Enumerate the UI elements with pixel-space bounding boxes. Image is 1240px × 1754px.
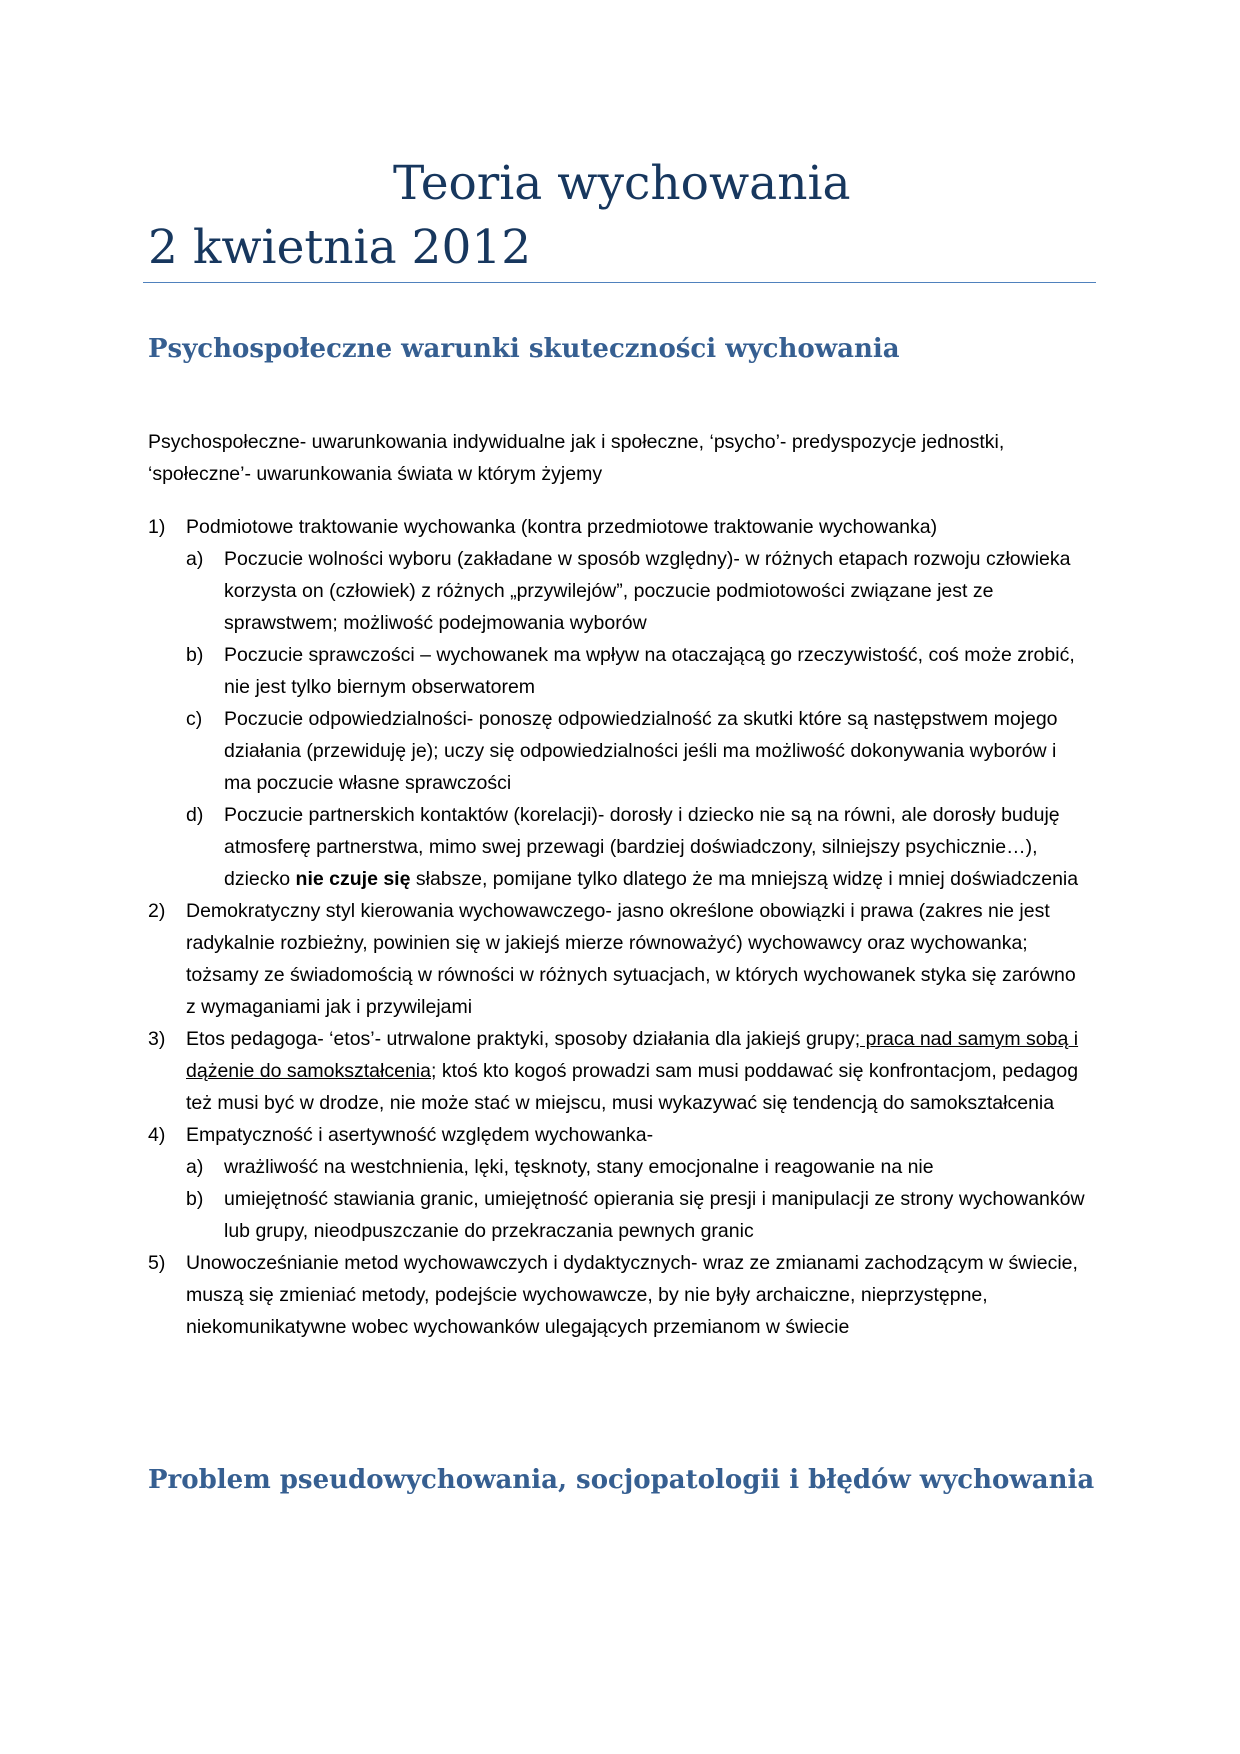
list-item-text: Unowocześnianie metod wychowawczych i dydaktycznych- wraz ze zmianami zachodzącym w świecie, muszą się zmieniać metody, podejście wychowawcze, by nie były archaiczne, nieprzystępne, niekomunikatywne wobec wychowanków ulegających przemianom w świecie bbox=[186, 1252, 1078, 1338]
sublist-letter: c) bbox=[186, 708, 203, 730]
sublist-item-b bbox=[186, 1183, 1088, 1247]
title-line-1: Teoria wychowania bbox=[393, 156, 851, 211]
title-line-2: 2 kwietnia 2012 bbox=[148, 220, 532, 275]
list-number: 1) bbox=[148, 516, 166, 538]
list-number: 3) bbox=[148, 1028, 166, 1050]
list-item-5 bbox=[148, 1247, 1088, 1343]
sublist-item-text: wrażliwość na westchnienia, lęki, tęsknoty, stany emocjonalne i reagowanie na nie bbox=[224, 1156, 934, 1178]
underlined-phrase: ; praca nad samym sobą i dążenie do samokształcenia bbox=[186, 1028, 1079, 1082]
sublist-letter: a) bbox=[186, 1156, 204, 1178]
title-underline-rule bbox=[143, 282, 1096, 283]
sublist-4 bbox=[186, 1151, 1088, 1247]
list-item-1 bbox=[148, 511, 1088, 895]
list-item-text: Empatyczność i asertywność względem wychowanka- bbox=[186, 1124, 654, 1146]
list-number: 4) bbox=[148, 1124, 166, 1146]
intro-paragraph: Psychospołeczne- uwarunkowania indywidualne jak i społeczne, ‘psycho’- predyspozycje jednostki, ‘społeczne’- uwarunkowania świata w którym żyjemy bbox=[148, 431, 1005, 485]
list-item-2 bbox=[148, 895, 1088, 1023]
sublist-item-text-start: Poczucie partnerskich kontaktów (korelacji)- dorosły i dziecko nie są na równi, ale dorosły buduję atmosferę partnerstwa, mimo swej przewagi (bardziej doświadczony, silniejszy psychicznie…), dziecko bbox=[224, 804, 1060, 890]
list-item-text: Demokratyczny styl kierowania wychowawczego- jasno określone obowiązki i prawa (zakres nie jest radykalnie rozbieżny, powinien się w jakiejś mierze równoważyć) wychowawcy oraz wychowanka; tożsamy ze świadomością w równości w różnych sytuacjach, w których wychowanek styka się zarówno z wymaganiami jak i przywilejami bbox=[186, 900, 1076, 1018]
section-heading-2: Problem pseudowychowania, socjopatologii i błędów wychowania bbox=[148, 1465, 1095, 1495]
sublist-item-text: umiejętność stawiania granic, umiejętność opierania się presji i manipulacji ze strony wychowanków lub grupy, nieodpuszczanie do przekraczania pewnych granic bbox=[224, 1188, 1085, 1242]
bold-phrase: nie czuje się bbox=[295, 868, 411, 890]
document-title bbox=[148, 152, 1098, 280]
sublist-letter: d) bbox=[186, 804, 204, 826]
sublist-item-c bbox=[186, 703, 1088, 799]
sublist-item-text: Poczucie wolności wyboru (zakładane w sposób względny)- w różnych etapach rozwoju człowieka korzysta on (człowiek) z różnych „przywilejów”, poczucie podmiotowości związane jest ze sprawstwem; możliwość podejmowania wyborów bbox=[224, 548, 1071, 634]
conditions-list bbox=[148, 511, 1088, 1343]
sublist-item-d bbox=[186, 799, 1088, 895]
sublist-item-text: Poczucie odpowiedzialności- ponoszę odpowiedzialność za skutki które są następstwem mojego działania (przewiduję je); uczy się odpowiedzialności jeśli ma możliwość dokonywania wyborów i ma poczucie własne sprawczości bbox=[224, 708, 1058, 794]
list-item-text-start: Etos pedagoga- ‘etos’- utrwalone praktyki, sposoby działania dla jakiejś grupy bbox=[186, 1028, 855, 1050]
sublist-letter: b) bbox=[186, 644, 204, 666]
sublist-letter: b) bbox=[186, 1188, 204, 1210]
list-item-text: Podmiotowe traktowanie wychowanka (kontra przedmiotowe traktowanie wychowanka) bbox=[186, 516, 938, 538]
list-item-text-end: ; ktoś kto kogoś prowadzi sam musi poddawać się konfrontacjom, pedagog też musi być w drodze, nie może stać w miejscu, musi wykazywać się tendencją do samokształcenia bbox=[186, 1060, 1079, 1114]
sublist-item-text-end: słabsze, pomijane tylko dlatego że ma mniejszą widzę i mniej doświadczenia bbox=[410, 868, 1079, 890]
list-number: 2) bbox=[148, 900, 166, 922]
section-heading-1: Psychospołeczne warunki skuteczności wychowania bbox=[148, 334, 900, 364]
sublist-letter: a) bbox=[186, 548, 204, 570]
sublist-item-a bbox=[186, 1151, 1088, 1183]
sublist-1 bbox=[186, 543, 1088, 895]
sublist-item-a bbox=[186, 543, 1088, 639]
sublist-item-text: Poczucie sprawczości – wychowanek ma wpływ na otaczającą go rzeczywistość, coś może zrobić, nie jest tylko biernym obserwatorem bbox=[224, 644, 1075, 698]
list-item-3 bbox=[148, 1023, 1088, 1119]
sublist-item-b bbox=[186, 639, 1088, 703]
list-item-4 bbox=[148, 1119, 1088, 1247]
list-number: 5) bbox=[148, 1252, 166, 1274]
